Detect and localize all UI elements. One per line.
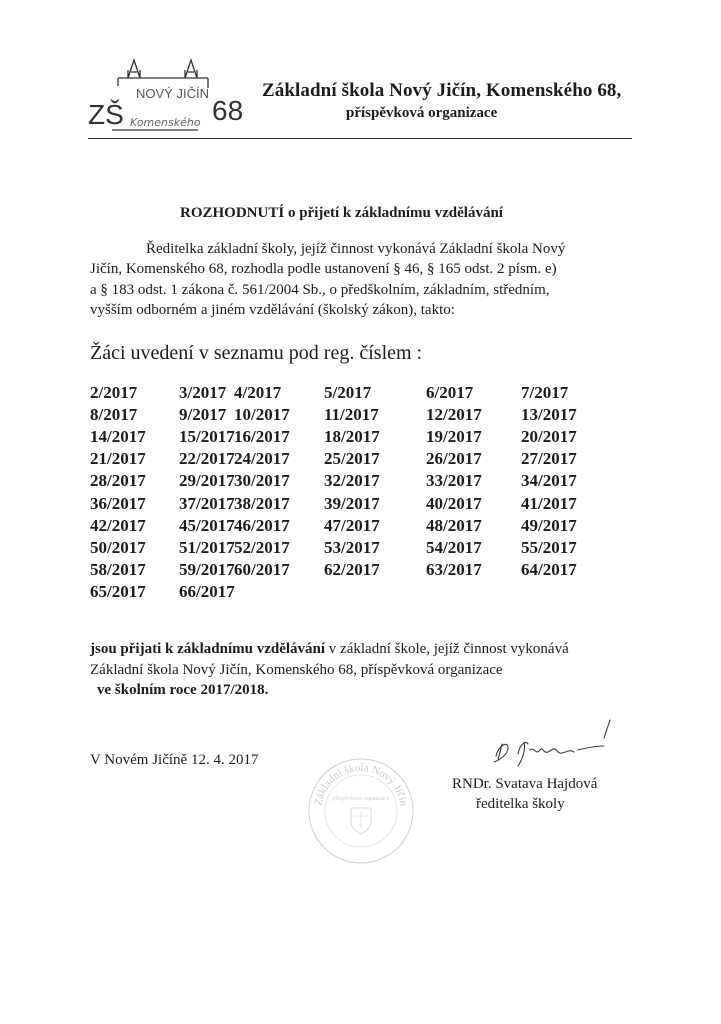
school-subtitle: příspěvková organizace: [346, 105, 498, 121]
registration-number: 60/2017: [234, 559, 290, 579]
closing-rest: v základní škole, jejíž činnost vykonává: [325, 641, 569, 657]
registration-number: 25/2017: [324, 449, 380, 469]
official-stamp-icon: [306, 756, 416, 866]
svg-text:Základní škola Nový Jičín: Základní škola Nový Jičín: [312, 761, 410, 807]
registration-number: 54/2017: [426, 537, 482, 557]
registration-number: 38/2017: [234, 493, 290, 513]
registration-number: 11/2017: [324, 405, 379, 425]
registration-number: 2/2017: [90, 383, 138, 402]
school-logo: [80, 48, 255, 140]
svg-text:ZŠ: ZŠ: [88, 99, 124, 130]
registration-number: 22/2017: [179, 449, 235, 469]
registration-grid: [90, 383, 610, 603]
header-divider: [88, 138, 632, 139]
registration-number: 5/2017: [324, 383, 372, 402]
registration-number: 41/2017: [521, 493, 577, 513]
registration-number: 28/2017: [90, 471, 146, 491]
registration-number: 7/2017: [521, 383, 569, 402]
registration-number: 48/2017: [426, 515, 482, 535]
registration-number: 15/2017: [179, 427, 235, 447]
registration-number: 33/2017: [426, 471, 482, 491]
registration-number: 26/2017: [426, 449, 482, 469]
registration-number: 34/2017: [521, 471, 577, 491]
registration-number: 40/2017: [426, 493, 482, 513]
svg-text:příspěvková organizace: příspěvková organizace: [332, 796, 390, 802]
registration-number: 9/2017: [179, 405, 227, 425]
intro-line: Ředitelka základní školy, jejíž činnost vykonává Základní škola Nový: [146, 241, 566, 257]
intro-line: Jičín, Komenského 68, rozhodla podle ustanovení § 46, § 165 odst. 2 písm. e): [90, 261, 557, 277]
registration-number: 20/2017: [521, 427, 577, 447]
registration-number: 46/2017: [234, 515, 290, 535]
registration-number: 29/2017: [179, 471, 235, 491]
intro-line: a § 183 odst. 1 zákona č. 561/2004 Sb., o předškolním, základním, středním,: [90, 282, 550, 298]
school-year: ve školním roce 2017/2018.: [97, 682, 269, 698]
registration-number: 64/2017: [521, 559, 577, 579]
registration-number: 62/2017: [324, 559, 380, 579]
registration-number: 3/2017: [179, 383, 227, 402]
registration-number: 10/2017: [234, 405, 290, 425]
registration-number: 52/2017: [234, 537, 290, 557]
intro-line: vyšším odborném a jiném vzdělávání (školský zákon), takto:: [90, 302, 455, 318]
registration-number: 53/2017: [324, 537, 380, 557]
svg-text:68: 68: [212, 95, 244, 126]
closing-line: [90, 641, 569, 658]
registration-number: 47/2017: [324, 515, 380, 535]
logo-text-top: NOVÝ JIČÍN: [136, 86, 209, 101]
closing-line: Základní škola Nový Jičín, Komenského 68, příspěvková organizace: [90, 662, 503, 678]
registration-number: 27/2017: [521, 449, 577, 469]
registration-number: 63/2017: [426, 559, 482, 579]
list-heading: Žáci uvedení v seznamu pod reg. číslem :: [90, 342, 423, 364]
school-name: Základní škola Nový Jičín, Komenského 68,: [262, 80, 622, 101]
closing-bold: jsou přijati k základnímu vzdělávání: [90, 641, 326, 657]
place-date: V Novém Jičíně 12. 4. 2017: [90, 752, 259, 768]
signature-icon: [478, 716, 628, 778]
registration-number: 19/2017: [426, 427, 482, 447]
registration-number: 18/2017: [324, 427, 380, 447]
registration-number: 37/2017: [179, 493, 235, 513]
registration-number: 42/2017: [90, 515, 146, 535]
registration-number: 16/2017: [234, 427, 290, 447]
registration-number: 24/2017: [234, 449, 290, 469]
registration-number: 39/2017: [324, 493, 380, 513]
registration-number: 55/2017: [521, 537, 577, 557]
registration-number: 6/2017: [426, 383, 474, 402]
registration-number: 45/2017: [179, 515, 235, 535]
registration-number: 51/2017: [179, 537, 235, 557]
registration-number: 13/2017: [521, 405, 577, 425]
registration-number: 4/2017: [234, 383, 282, 402]
registration-number: 49/2017: [521, 515, 577, 535]
title-keyword: ROZHODNUTÍ: [180, 205, 285, 221]
registration-number: 36/2017: [90, 493, 146, 513]
registration-number: 12/2017: [426, 405, 482, 425]
document-title: [180, 205, 503, 222]
registration-number: 14/2017: [90, 427, 146, 447]
registration-number: 65/2017: [90, 581, 146, 601]
registration-number: 32/2017: [324, 471, 380, 491]
signer-name: RNDr. Svatava Hajdová: [452, 776, 598, 792]
registration-number: 30/2017: [234, 471, 290, 491]
signer-role: ředitelka školy: [476, 796, 565, 812]
registration-number: 21/2017: [90, 449, 146, 469]
registration-number: 50/2017: [90, 537, 146, 557]
title-rest: o přijetí k základnímu vzdělávání: [284, 205, 503, 221]
registration-number: 66/2017: [179, 581, 235, 601]
registration-number: 58/2017: [90, 559, 146, 579]
registration-number: 59/2017: [179, 559, 235, 579]
svg-text:Komenského: Komenského: [130, 116, 201, 129]
registration-number: 8/2017: [90, 405, 138, 425]
